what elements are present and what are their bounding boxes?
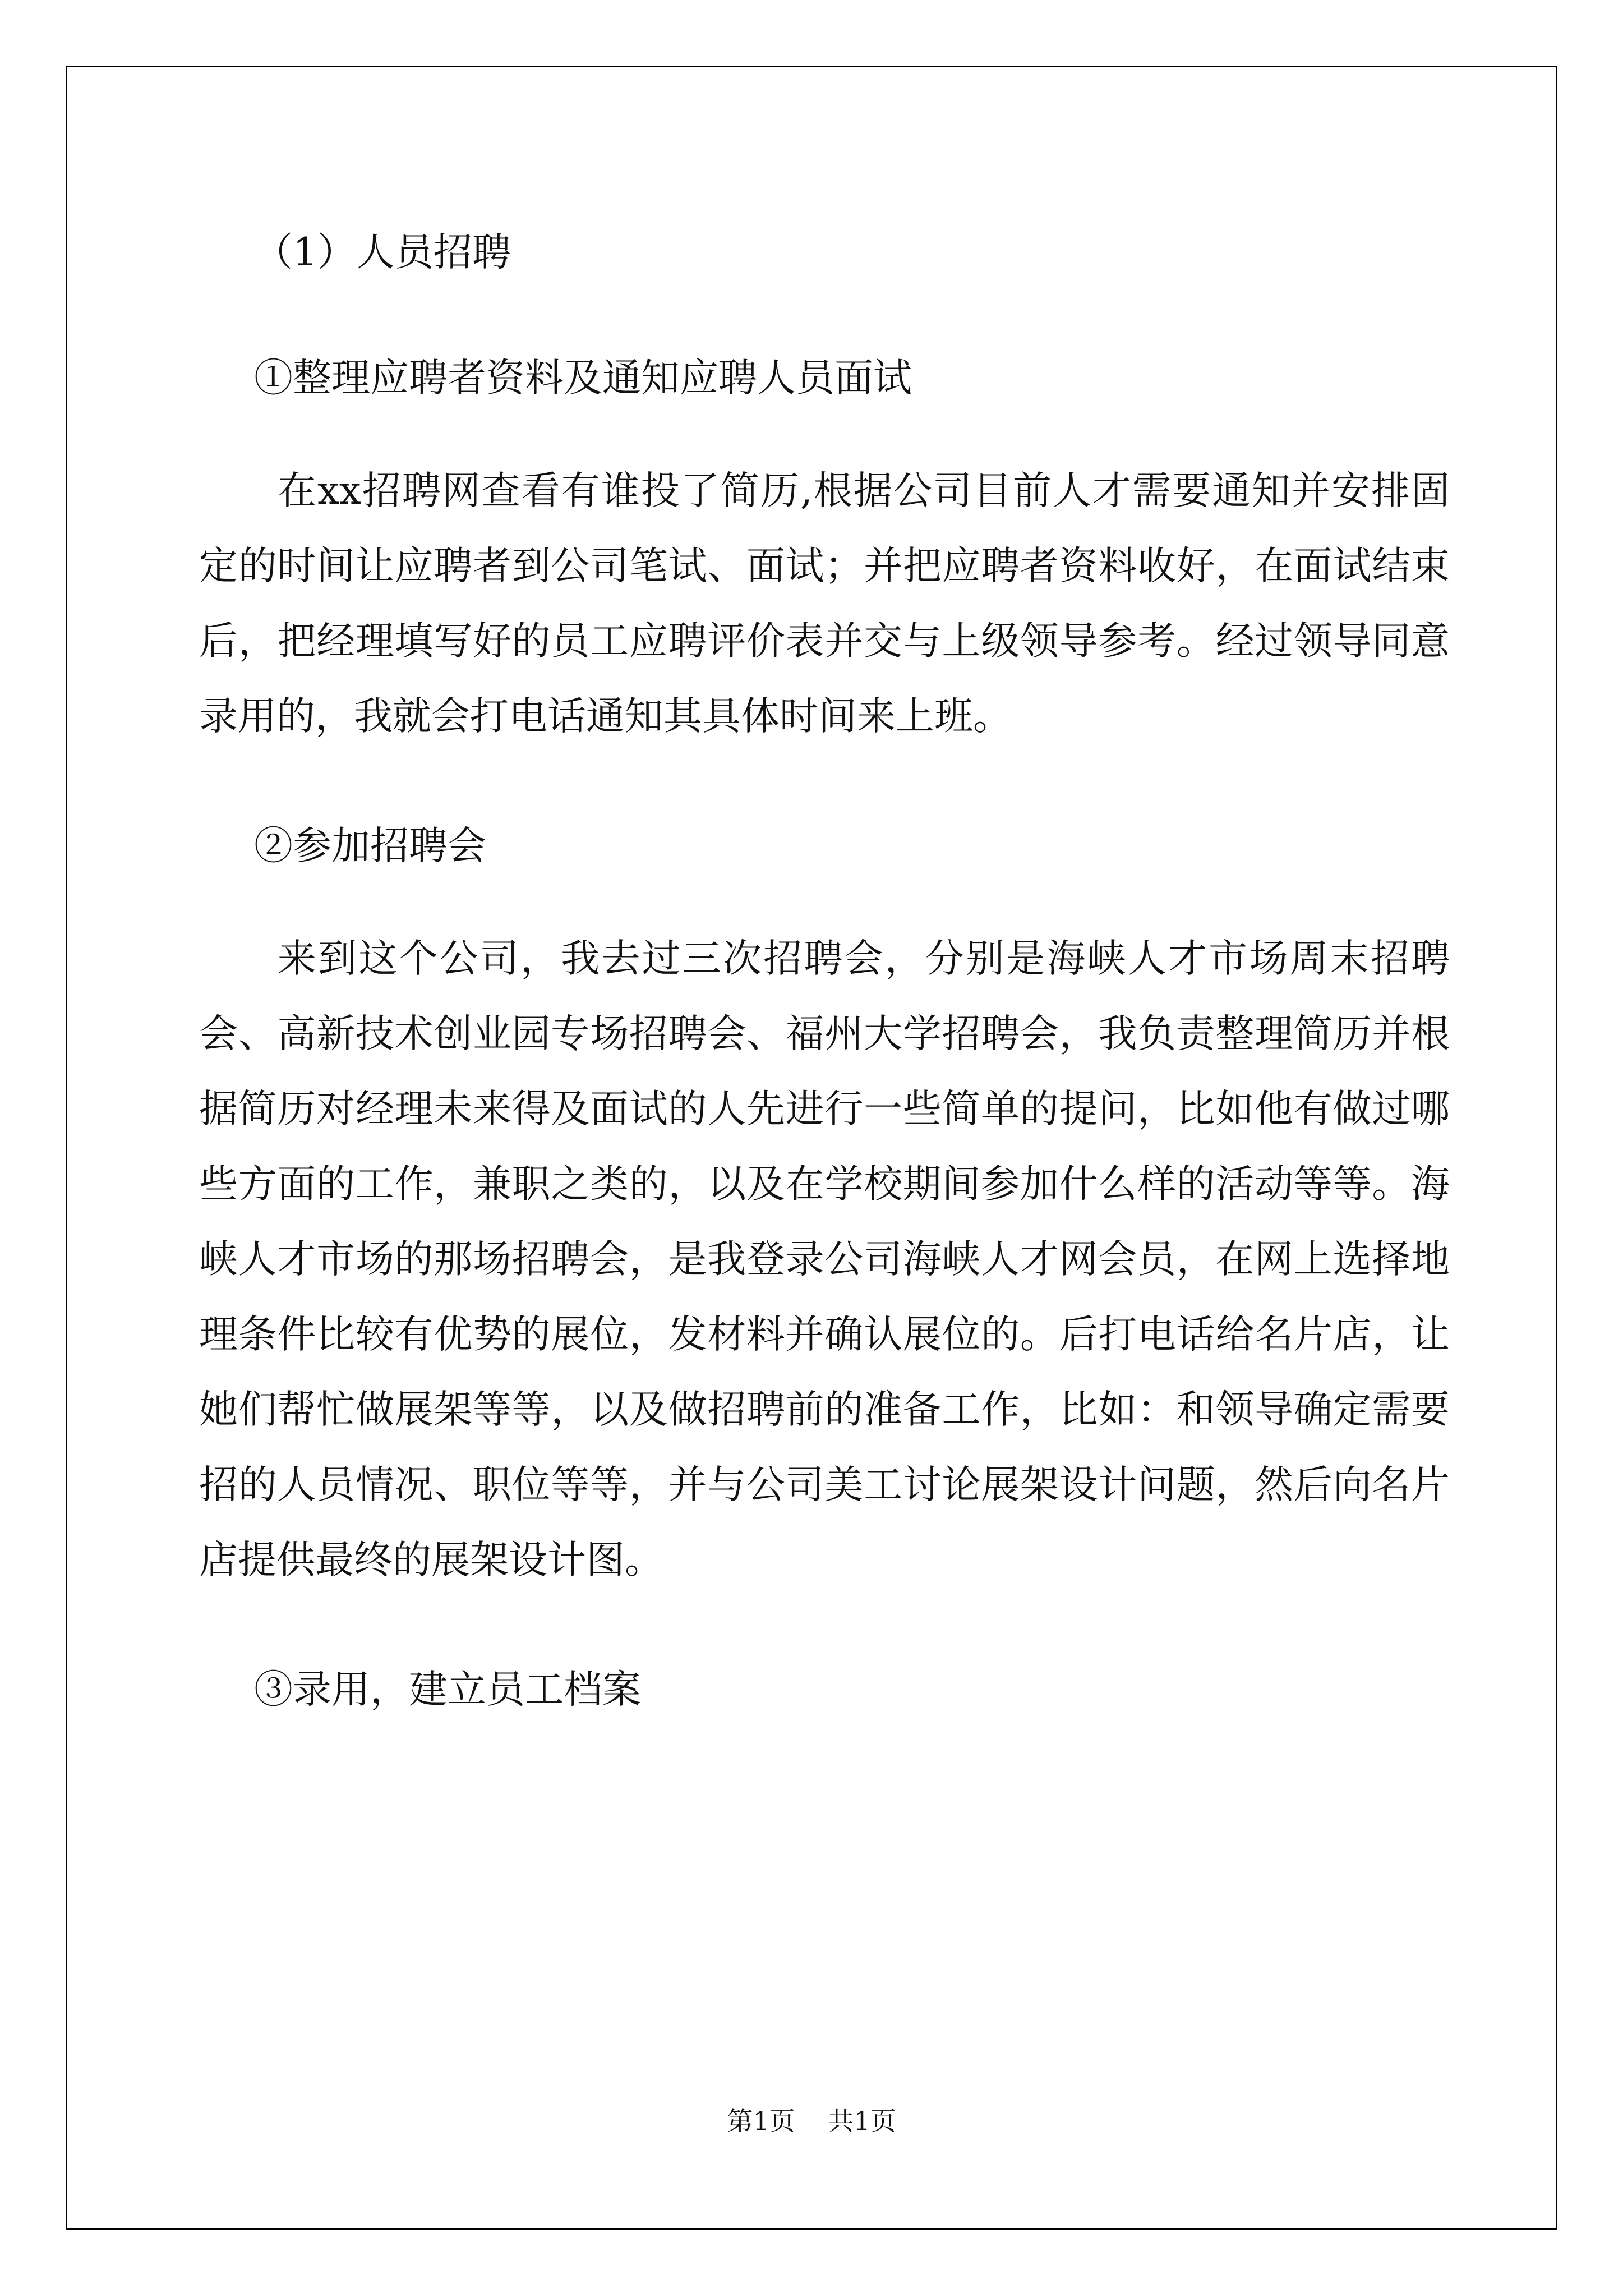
paragraph-online-recruitment: 在xx招聘网查看有谁投了简历,根据公司目前人才需要通知并安排固定的时间让应聘者到公司笔试、面试；并把应聘者资料收好，在面试结束后，把经理填写好的员工应聘评价表并交与上级领导参考。经过领导同意录用的，我就会打电话通知其具体时间来上班。 xyxy=(199,468,1450,739)
document-body xyxy=(199,219,1450,1782)
subheading-job-fair: ②参加招聘会 xyxy=(254,823,486,868)
subheading-organize-applicants: ①整理应聘者资料及通知应聘人员面试 xyxy=(254,356,912,401)
section-heading-recruitment: （1）人员招聘 xyxy=(254,230,511,275)
page-total: 共1页 xyxy=(828,2106,896,2136)
page-footer xyxy=(0,2101,1623,2138)
page-number: 第1页 xyxy=(727,2106,795,2136)
paragraph-job-fair: 来到这个公司，我去过三次招聘会，分别是海峡人才市场周末招聘会、高新技术创业园专场招聘会、福州大学招聘会，我负责整理简历并根据简历对经理未来得及面试的人先进行一些简单的提问，比如他有做过哪些方面的工作，兼职之类的，以及在学校期间参加什么样的活动等等。海峡人才市场的那场招聘会，是我登录公司海峡人才网会员，在网上选择地理条件比较有优势的展位，发材料并确认展位的。后打电话给名片店，让她们帮忙做展架等等，以及做招聘前的准备工作，比如：和领导确定需要招的人员情况、职位等等，并与公司美工讨论展架设计问题，然后向名片店提供最终的展架设计图。 xyxy=(199,936,1450,1582)
subheading-hiring-records: ③录用，建立员工档案 xyxy=(254,1667,641,1712)
